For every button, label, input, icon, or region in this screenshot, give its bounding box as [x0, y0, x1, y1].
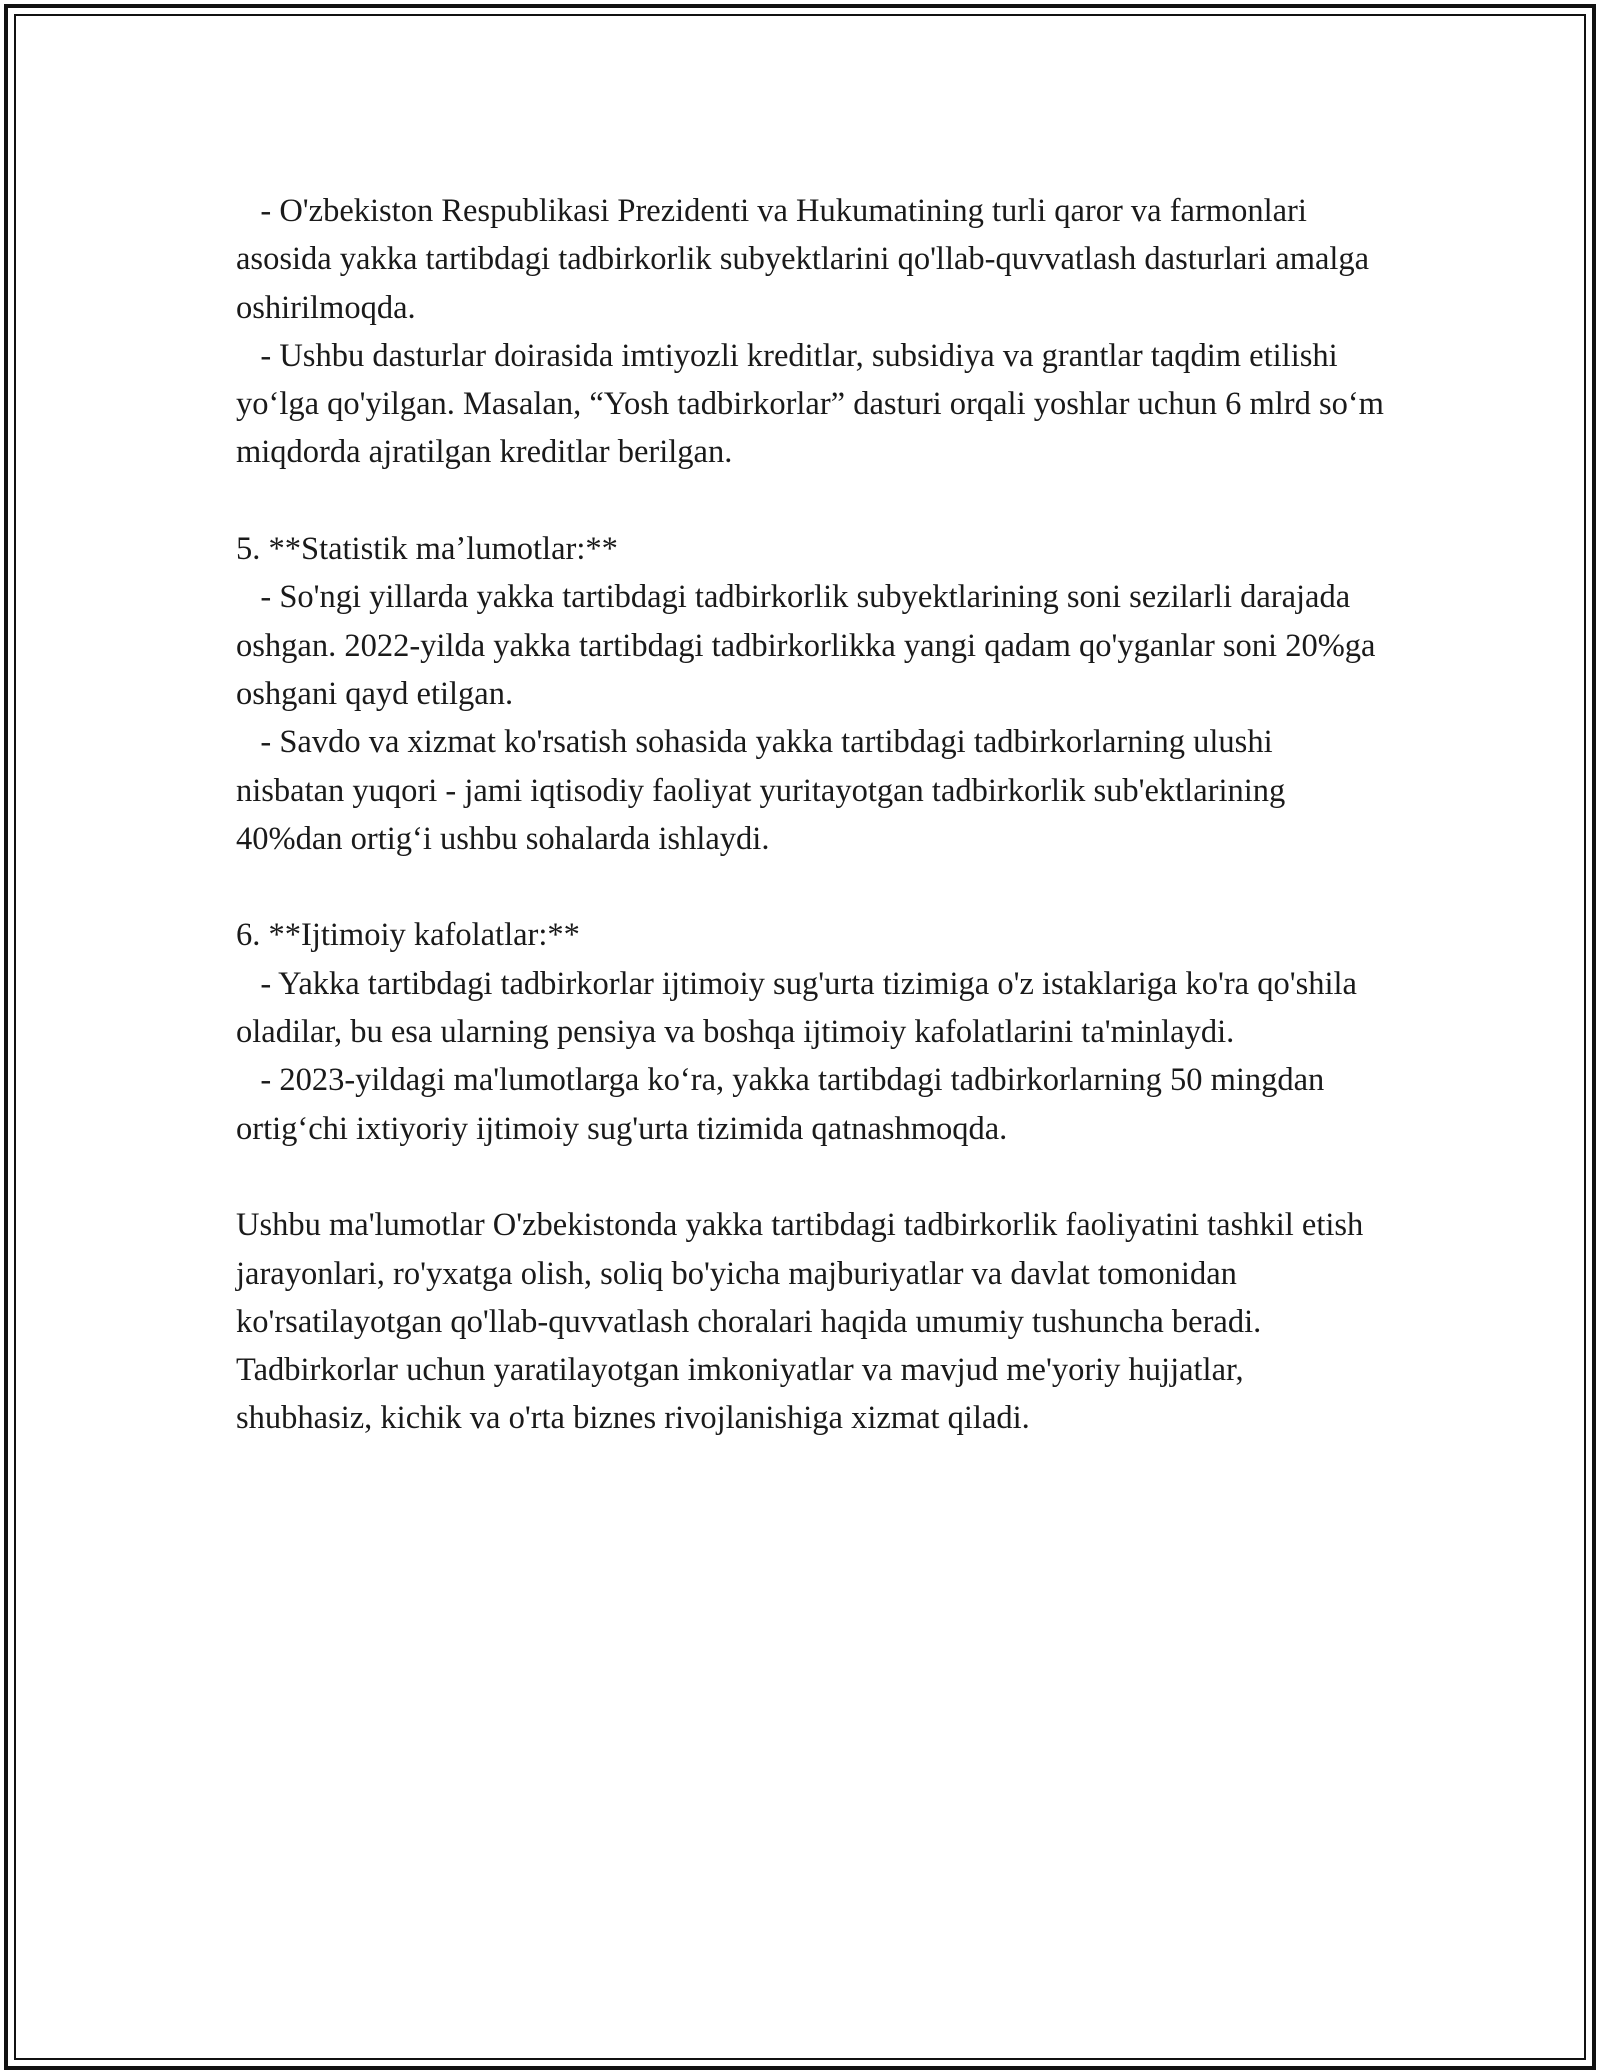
document-body	[236, 187, 1393, 1443]
paragraph-spacer	[236, 477, 1386, 525]
paragraph-support-programs: - O'zbekiston Respublikasi Prezidenti va Hukumatining turli qaror va farmonlari asosida yakka tartibdagi tadbirkorlik subyektlarini qo'llab-quvvatlash dasturlari amalga oshirilmoqda.	[236, 193, 1378, 326]
paragraph-social-insurance: - Yakka tartibdagi tadbirkorlar ijtimoiy sug'urta tizimiga o'z istaklariga ko'ra qo'shila oladilar, bu esa ularning pensiya va boshqa ijtimoiy kafolatlarini ta'minlaydi.	[236, 965, 1366, 1051]
paragraph-entrepreneur-growth: - So'ngi yillarda yakka tartibdagi tadbirkorlik subyektlarining soni sezilarli darajada oshgan. 2022-yilda yakka tartibdagi tadbirkorlikka yangi qadam qo'yganlar soni 20%ga oshgani qayd etilgan.	[236, 579, 1384, 712]
paragraph-conclusion: Ushbu ma'lumotlar O'zbekistonda yakka tartibdagi tadbirkorlik faoliyatini tashkil etish jarayonlari, ro'yxatga olish, soliq bo'yicha majburiyatlar va davlat tomonidan ko'rsatilayotgan qo'llab-quvvatlash choralari haqida umumiy tushuncha beradi. Tadbirkorlar uchun yaratilayotgan imkoniyatlar va mavjud me'yoriy hujjatlar, shubhasiz, kichik va o'rta biznes rivojlanishiga xizmat qiladi.	[236, 1207, 1372, 1437]
paragraph-credits-grants: - Ushbu dasturlar doirasida imtiyozli kreditlar, subsidiya va grantlar taqdim etilishi yoʻlga qo'yilgan. Masalan, “Yosh tadbirkorlar” dasturi orqali yoshlar uchun 6 mlrd soʻm miqdorda ajratilgan kreditlar berilgan.	[236, 337, 1393, 471]
paragraph-insurance-participants: - 2023-yildagi ma'lumotlarga koʻra, yakka tartibdagi tadbirkorlarning 50 mingdan ortigʻchi ixtiyoriy ijtimoiy sug'urta tizimida qatnashmoqda.	[236, 1062, 1333, 1147]
paragraph-trade-services-share: - Savdo va xizmat ko'rsatish sohasida yakka tartibdagi tadbirkorlarning ulushi nisbatan yuqori - jami iqtisodiy faoliyat yuritayotgan tadbirkorlik sub'ektlarining 40%dan ortigʻi ushbu sohalarda ishlaydi.	[236, 724, 1294, 857]
section-heading-social-guarantees: 6. **Ijtimoiy kafolatlar:**	[236, 917, 580, 954]
section-heading-statistics: 5. **Statistik maʼlumotlar:**	[236, 531, 618, 568]
paragraph-spacer	[236, 863, 1386, 911]
paragraph-spacer	[236, 1153, 1386, 1201]
